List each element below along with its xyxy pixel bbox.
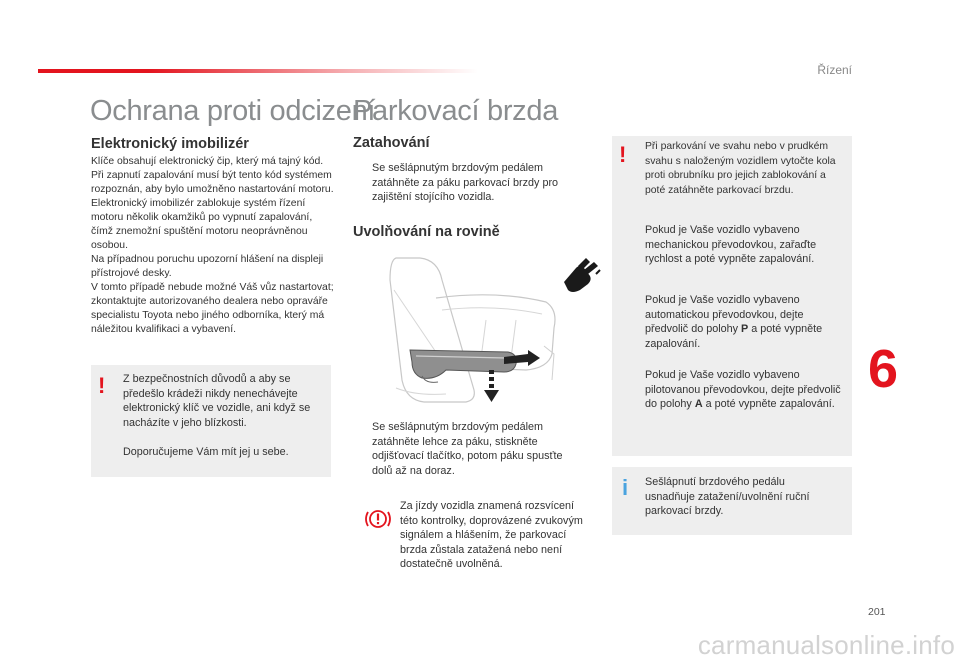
info-box-pedal [612, 467, 852, 535]
slope-parking-text: Při parkování ve svahu nebo v prudkém svahu s naloženým vozidlem vytočte kola proti obrubníku pro jejich zablokování a poté zatáhněte parkovací brzdu. [645, 141, 836, 196]
automatic-gearbox-text: Pokud je Vaše vozidlo vybaveno automatickou převodovkou, dejte předvolič do polohy P a poté vypněte zapalování. [645, 294, 823, 350]
piloted-gearbox-text: Pokud je Vaše vozidlo vybaveno pilotovanou převodovkou, dejte předvolič do polohy A a poté vypněte zapalování. [645, 369, 841, 410]
warning-key-text: Z bezpečnostních důvodů a aby se předešlo krádeži nikdy nenechávejte elektronický klíč ve vozidle, ani když se nacházíte v jeho blízkosti. [123, 373, 311, 429]
watermark: carmanualsonline.info [697, 630, 955, 660]
brake-warning-light-icon [364, 508, 392, 530]
releasing-text: Se sešlápnutým brzdovým pedálem zatáhněte lehce za páku, stiskněte odjišťovací tlačítko, potom páku spusťte dolů až na doraz. [372, 421, 563, 477]
subtitle-immobiliser: Elektronický imobilizér [91, 136, 249, 152]
hand-press-icon [564, 258, 600, 292]
immobiliser-paragraph: Klíče obsahují elektronický čip, který má tajný kód. Při zapnutí zapalování musí být tento kód systémem rozpoznán, aby bylo umožněno nastartování motoru. [91, 156, 334, 195]
pedal-info-text: Sešlápnutí brzdového pedálu usnadňuje zatažení/uvolnění ruční parkovací brzdy. [645, 476, 810, 517]
immobiliser-text [91, 155, 336, 337]
warning-box-parking [612, 136, 852, 456]
immobiliser-paragraph: V tomto případě nebude možné Váš vůz nastartovat; zkontaktujte autorizovaného dealera nebo opraváře specialistu Toyota nebo jiného odborníka, který má náležitou kvalifikaci a vybavení. [91, 282, 334, 335]
applying-text: Se sešlápnutým brzdovým pedálem zatáhněte za páku parkovací brzdy pro zajištění stojícího vozidla. [372, 162, 559, 203]
warning-icon: ! [619, 142, 627, 167]
immobiliser-paragraph: Elektronický imobilizér zablokuje systém řízení motoru několik okamžiků po vypnutí zapalování, čímž znemožní spuštění motoru neoprávněnou osobou. [91, 198, 313, 251]
page-number: 201 [868, 606, 886, 618]
section-title-parking-brake: Parkovací brzda [353, 95, 559, 127]
immobiliser-paragraph: Na případnou poruchu upozorní hlášení na displeji přístrojové desky. [91, 254, 324, 279]
chapter-title: Řízení [817, 63, 852, 77]
subtitle-releasing-level: Uvolňování na rovině [353, 224, 500, 240]
section-title-anti-theft: Ochrana proti odcizení [90, 95, 376, 127]
warning-key-advice: Doporučujeme Vám mít jej u sebe. [123, 446, 289, 458]
down-arrow [484, 370, 499, 402]
manual-gearbox-text: Pokud je Vaše vozidlo vybaveno mechanickou převodovkou, zařaďte rychlost a poté vypněte zapalování. [645, 224, 817, 265]
chapter-number: 6 [868, 339, 899, 399]
warning-box-key [91, 365, 331, 477]
header-accent-bar [38, 69, 478, 73]
warning-light-text: Za jízdy vozidla znamená rozsvícení této kontrolky, doprovázené zvukovým signálem a hlášením, že parkovací brzda zůstala zatažená nebo není dostatečně uvolněná. [400, 500, 583, 570]
subtitle-applying: Zatahování [353, 135, 430, 151]
warning-icon: ! [98, 373, 106, 398]
brake-lever [410, 350, 516, 382]
parking-brake-illustration [376, 250, 604, 410]
info-icon: i [622, 475, 629, 500]
